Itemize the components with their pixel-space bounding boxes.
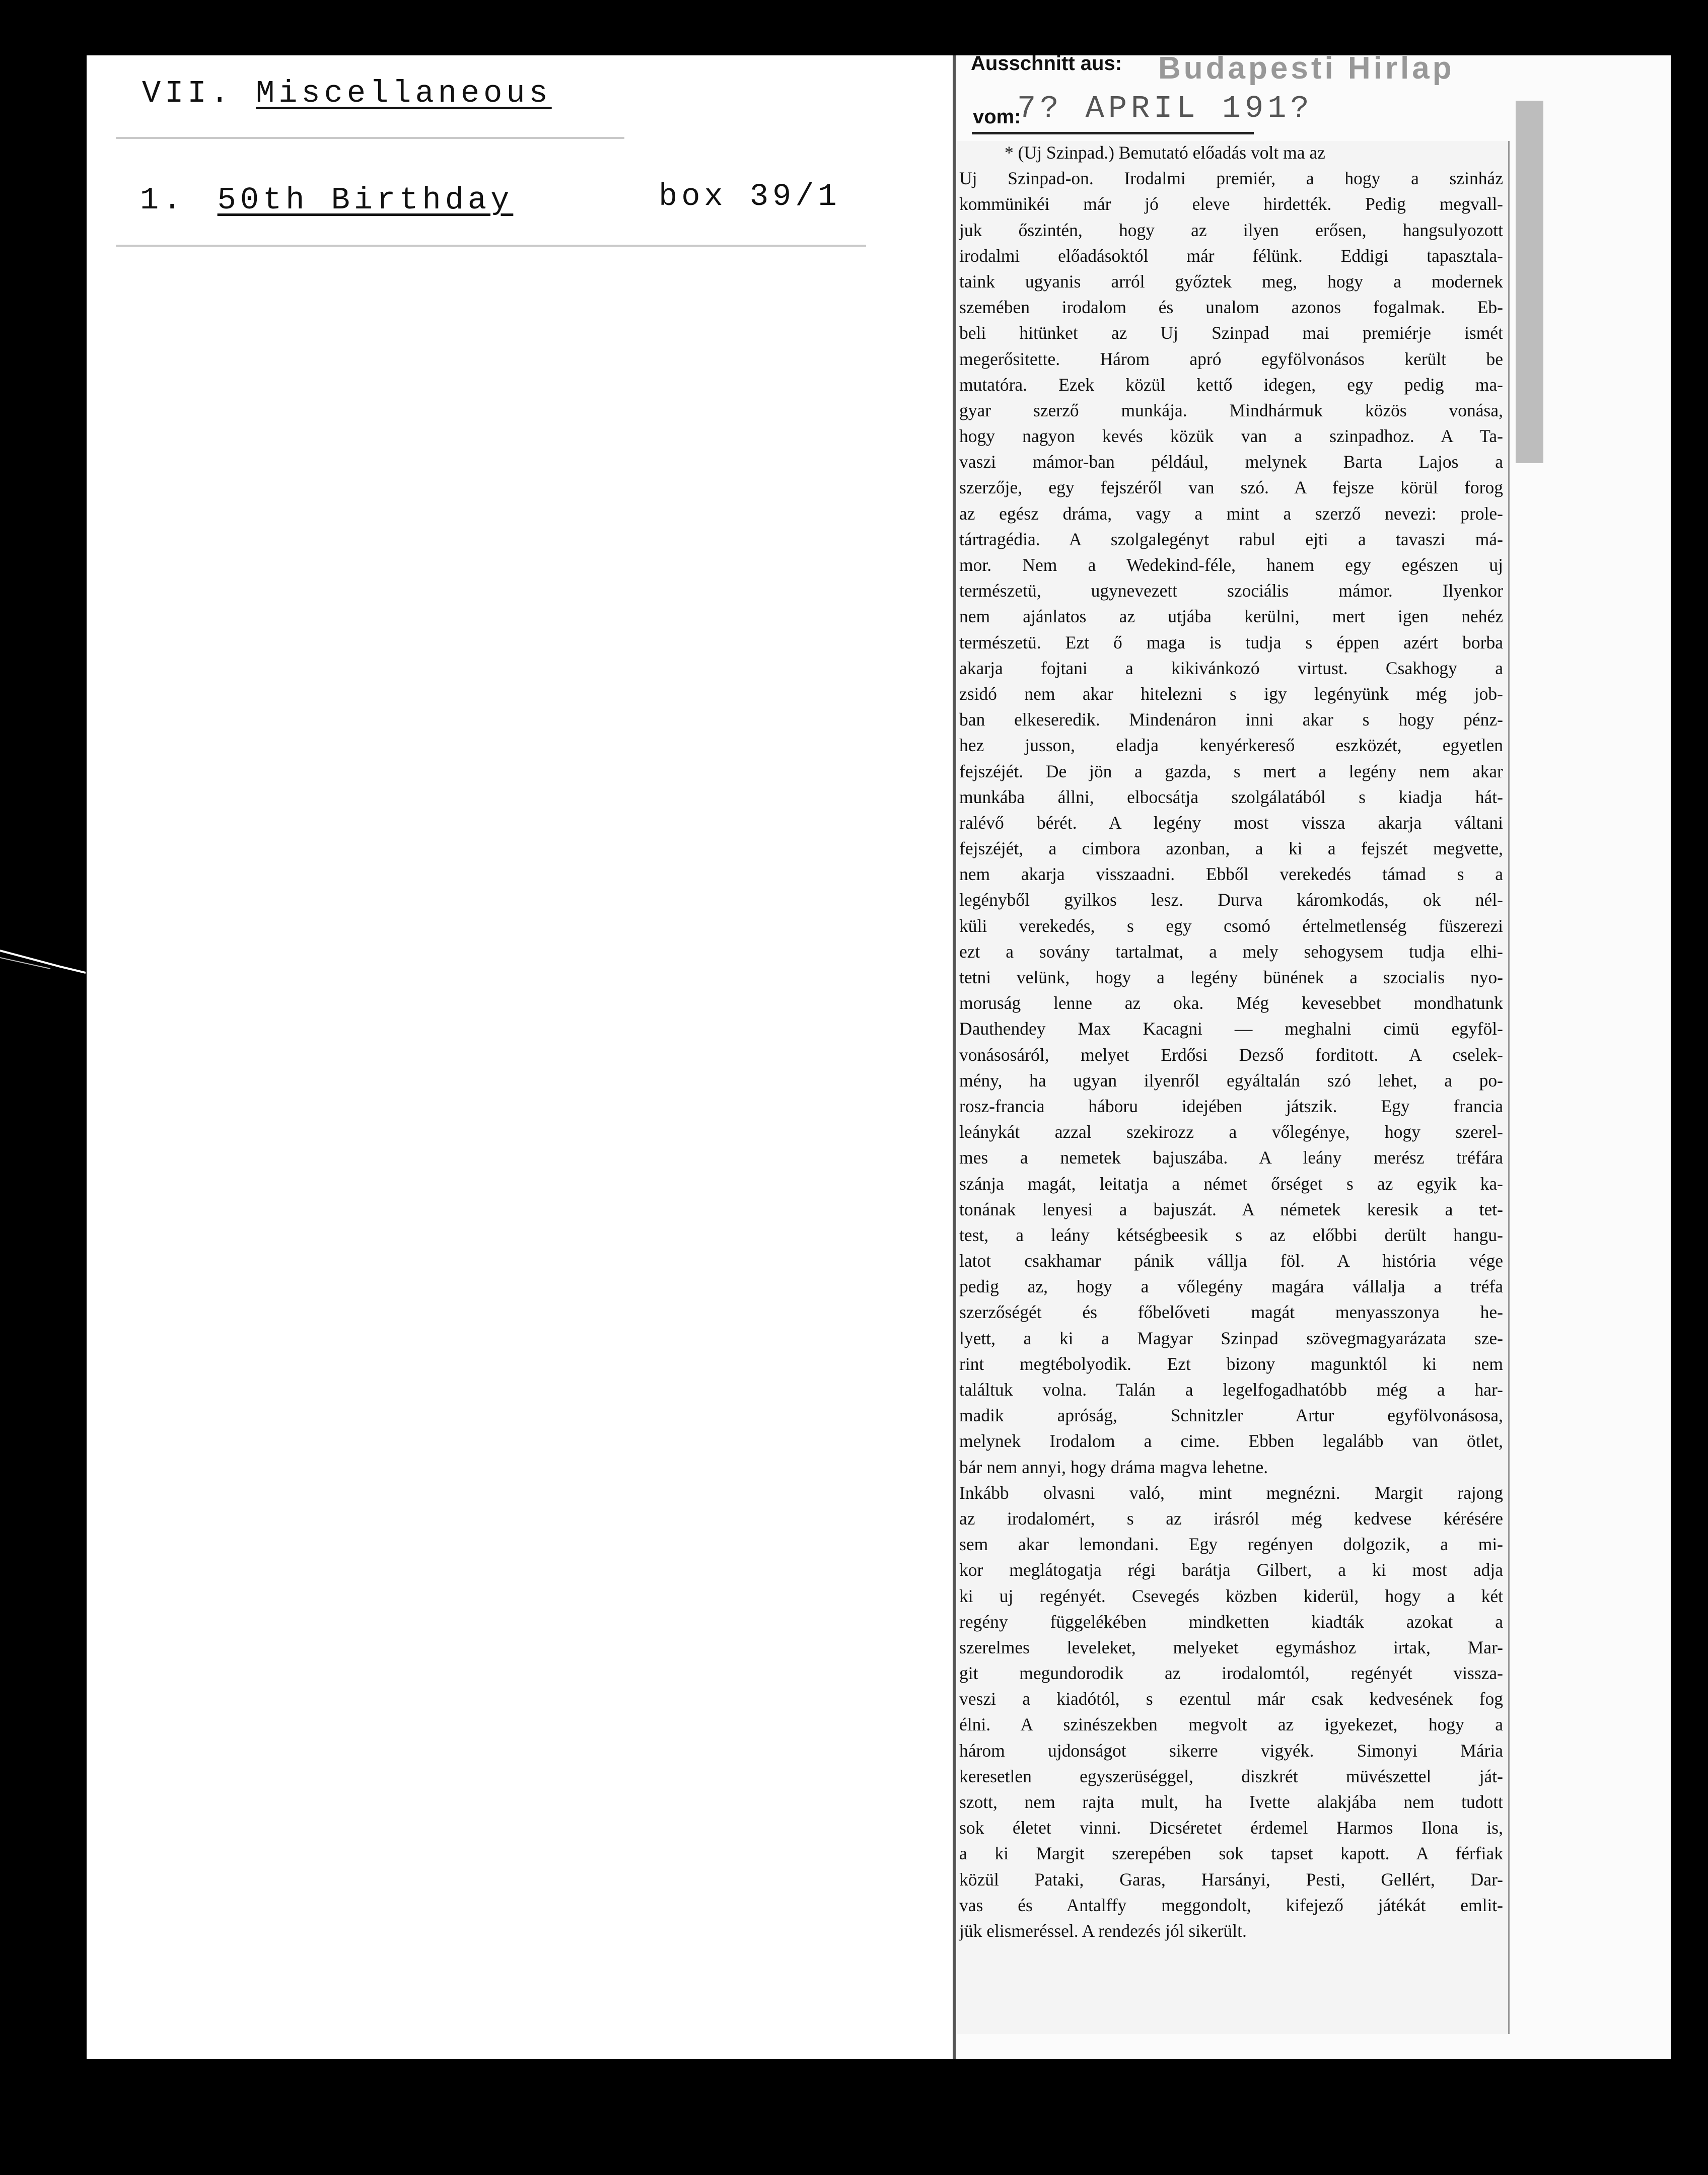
article-line: küli verekedés, s egy csomó értelmetlenség füszerezi (959, 915, 1503, 936)
article-line: megerősitette. Három apró egyfölvonásos került be (959, 348, 1503, 369)
article-line: találtuk volna. Talán a legelfogadhatóbb még a har- (959, 1380, 1503, 1400)
article-line: jük elismeréssel. A rendezés jól sikerült. (959, 1920, 1247, 1941)
article-line: mes a nemetek bajuszába. A leány merész tréfára (959, 1147, 1503, 1168)
article-line: ralévő bérét. A legény most vissza akarja váltani (959, 812, 1503, 833)
film-border-right (1674, 0, 1708, 2175)
article-line: gyar szerző munkája. Mindhármuk közös vonása, (959, 400, 1503, 420)
box-reference: box 39/1 (659, 179, 841, 214)
article-line: ezt a sovány tartalmat, a mely sehogysem tudja elhi- (959, 941, 1503, 962)
section-rule (116, 137, 624, 139)
film-scratch-mark (0, 947, 86, 977)
article-line: pedig az, hogy a vőlegény magára vállalja a tréfa (959, 1276, 1503, 1297)
article-line: rint megtébolyodik. Ezt bizony magunktól ki nem (959, 1353, 1503, 1374)
article-line: szott, nem rajta mult, ha Ivette alakjába nem tudott (959, 1792, 1503, 1812)
article-line: regény függelékében mindketten kiadták azokat a (959, 1611, 1503, 1632)
article-line: mor. Nem a Wedekind-féle, hanem egy egészen uj (959, 555, 1503, 575)
article-line: természetü. Ezt ő maga is tudja s éppen azért borba (959, 632, 1503, 652)
stamp-source-value: Budapesti Hirlap (1158, 51, 1455, 86)
article-line: mutatóra. Ezek közül kettő idegen, egy pedig ma- (959, 374, 1503, 395)
article-line: * (Uj Szinpad.) Bemutató előadás volt ma az (1005, 142, 1325, 163)
item-heading (140, 182, 513, 218)
article-line: Dauthendey Max Kacagni — meghalni cimü egyföl- (959, 1019, 1503, 1039)
article-line: az egész dráma, vagy a mint a szerző nevezi: prole- (959, 503, 1503, 524)
article-line: latot csakhamar pánik vállja föl. A história vége (959, 1251, 1503, 1271)
article-line: kommünikéi már jó eleve hirdették. Pedig megvall- (959, 194, 1503, 214)
article-line: Uj Szinpad-on. Irodalmi premiér, a hogy a szinház (959, 168, 1503, 189)
article-line: szerzőségét és főbelőveti magát menyasszonya he- (959, 1302, 1503, 1323)
film-border-top (0, 0, 1708, 55)
index-card (87, 55, 953, 2059)
article-line: taink ugyanis arról győztek meg, hogy a modernek (959, 271, 1503, 292)
article-line: leánykát azzal szekirozz a vőlegénye, hogy szerel- (959, 1122, 1503, 1142)
article-line: melynek Irodalom a cime. Ebben legalább van ötlet, (959, 1431, 1503, 1452)
item-rule (116, 245, 866, 247)
article-line: élni. A szinészekben megvolt az igyekezet, hogy a (959, 1714, 1503, 1735)
article-line: szerzője, egy fejszéről van szó. A fejsze körül forog (959, 477, 1503, 498)
article-line: ki uj regényét. Csevegés közben kiderül, hogy a két (959, 1585, 1503, 1606)
article-line: keresetlen egyszerüséggel, diszkrét müvészettel ját- (959, 1766, 1503, 1786)
article-line: irodalmi előadásoktól már félünk. Eddigi tapasztala- (959, 245, 1503, 266)
article-line: tártragédia. A szolgalegényt rabul ejti a tavaszi má- (959, 529, 1503, 549)
article-line: legényből gyilkos lesz. Durva káromkodás, ok nél- (959, 890, 1503, 910)
film-border-bottom (0, 2069, 1708, 2175)
item-number: 1. (140, 182, 186, 218)
article-line: Inkább olvasni való, mint megnézni. Margit rajong (959, 1482, 1503, 1503)
article-line: test, a leány kétségbeesik s az előbbi derült hangu- (959, 1224, 1503, 1245)
article-line: vaszi mámor-ban például, melynek Barta Lajos a (959, 452, 1503, 472)
article-line: nem akarja visszaadni. Ebből verekedés támad s a (959, 864, 1503, 885)
article-line: a ki Margit szerepében sok tapset kapott. A férfiak (959, 1843, 1503, 1864)
stamp-date-label: vom: (973, 106, 1021, 128)
article-line: moruság lenne az oka. Még kevesebbet mondhatunk (959, 993, 1503, 1013)
article-line: madik apróság, Schnitzler Artur egyfölvonásosa, (959, 1405, 1503, 1426)
article-line: szerelmes leveleket, melyeket egymáshoz irtak, Mar- (959, 1637, 1503, 1657)
stamp-source-label: Ausschnitt aus: (971, 52, 1122, 75)
article-line: lyett, a ki a Magyar Szinpad szövegmagyarázata sze- (959, 1328, 1503, 1348)
article-line: zsidó nem akar hitelezni s igy legényünk még job- (959, 683, 1503, 704)
article-line: nem ajánlatos az utjába kerülni, mert igen nehéz (959, 606, 1503, 627)
article-line: beli hitünket az Uj Szinpad mai premiérje ismét (959, 323, 1503, 343)
article-line: az irodalomért, s az irásról még kedvese kérésére (959, 1508, 1503, 1529)
article-line: tonának lenyesi a bajuszát. A németek keresik a tet- (959, 1199, 1503, 1219)
article-line: mény, ha ugyan ilyenről egyáltalán szó lehet, a po- (959, 1070, 1503, 1091)
article-line: vonásosáról, melyet Erdősi Dezső forditott. A cselek- (959, 1044, 1503, 1065)
article-line: vas és Antalffy meggondolt, kifejező játékát emlit- (959, 1895, 1503, 1915)
article-line: fejszéjét, a cimbora azonban, a ki a fejszét megvette, (959, 838, 1503, 859)
article-line: sok életet vinni. Dicséretet érdemel Harmos Ilona is, (959, 1818, 1503, 1838)
clipping-edge-shadow (1516, 101, 1543, 463)
article-line: közül Pataki, Garas, Harsányi, Pesti, Gellért, Dar- (959, 1869, 1503, 1890)
stamp-date-line (972, 132, 1254, 134)
article-line: természetü, ugynevezett szociális mámor. Ilyenkor (959, 581, 1503, 601)
article-line: veszi a kiadótól, s ezentul már csak kedvesének fog (959, 1689, 1503, 1709)
article-line: juk őszintén, hogy az ilyen erősen, hangsulyozott (959, 220, 1503, 240)
section-number: VII. (142, 76, 233, 111)
article-line: hogy nagyon kevés közük van a szinpadhoz. A Ta- (959, 426, 1503, 447)
article-line: kor meglátogatja régi barátja Gilbert, a ki most adja (959, 1560, 1503, 1580)
article-line: három ujdonságot sikerre vigyék. Simonyi Mária (959, 1740, 1503, 1761)
item-title: 50th Birthday (217, 182, 514, 218)
section-title: Miscellaneous (256, 76, 552, 111)
article-line: ban elkeseredik. Mindenáron inni akar s hogy pénz- (959, 709, 1503, 730)
article-line: hez jusson, eladja kenyérkereső eszközét, egyetlen (959, 735, 1503, 756)
section-heading (142, 76, 552, 111)
article-line: fejszéjét. De jön a gazda, s mert a legény nem akar (959, 761, 1503, 781)
article-line: rosz-francia háboru idejében játszik. Egy francia (959, 1096, 1503, 1116)
article-line: git megundorodik az irodalomtól, regényét vissza- (959, 1663, 1503, 1684)
article-line: szemében irodalom és unalom azonos fogalmak. Eb- (959, 297, 1503, 318)
article-line: sem akar lemondani. Egy regényen dolgozik, a mi- (959, 1534, 1503, 1555)
article-line: szánja magát, leitatja a német őrséget s az egyik ka- (959, 1173, 1503, 1194)
article-line: munkába állni, elbocsátja szolgálatából s kiadja hát- (959, 786, 1503, 807)
article-line: bár nem annyi, hogy dráma magva lehetne. (959, 1457, 1268, 1477)
article-line: tetni velünk, hogy a legény bünének a szocialis nyo- (959, 967, 1503, 987)
article-body (959, 140, 1503, 1944)
stamp-date-value: 7? APRIL 191? (1017, 91, 1313, 126)
article-line: akarja fojtani a kikivánkozó virtust. Csakhogy a (959, 658, 1503, 678)
